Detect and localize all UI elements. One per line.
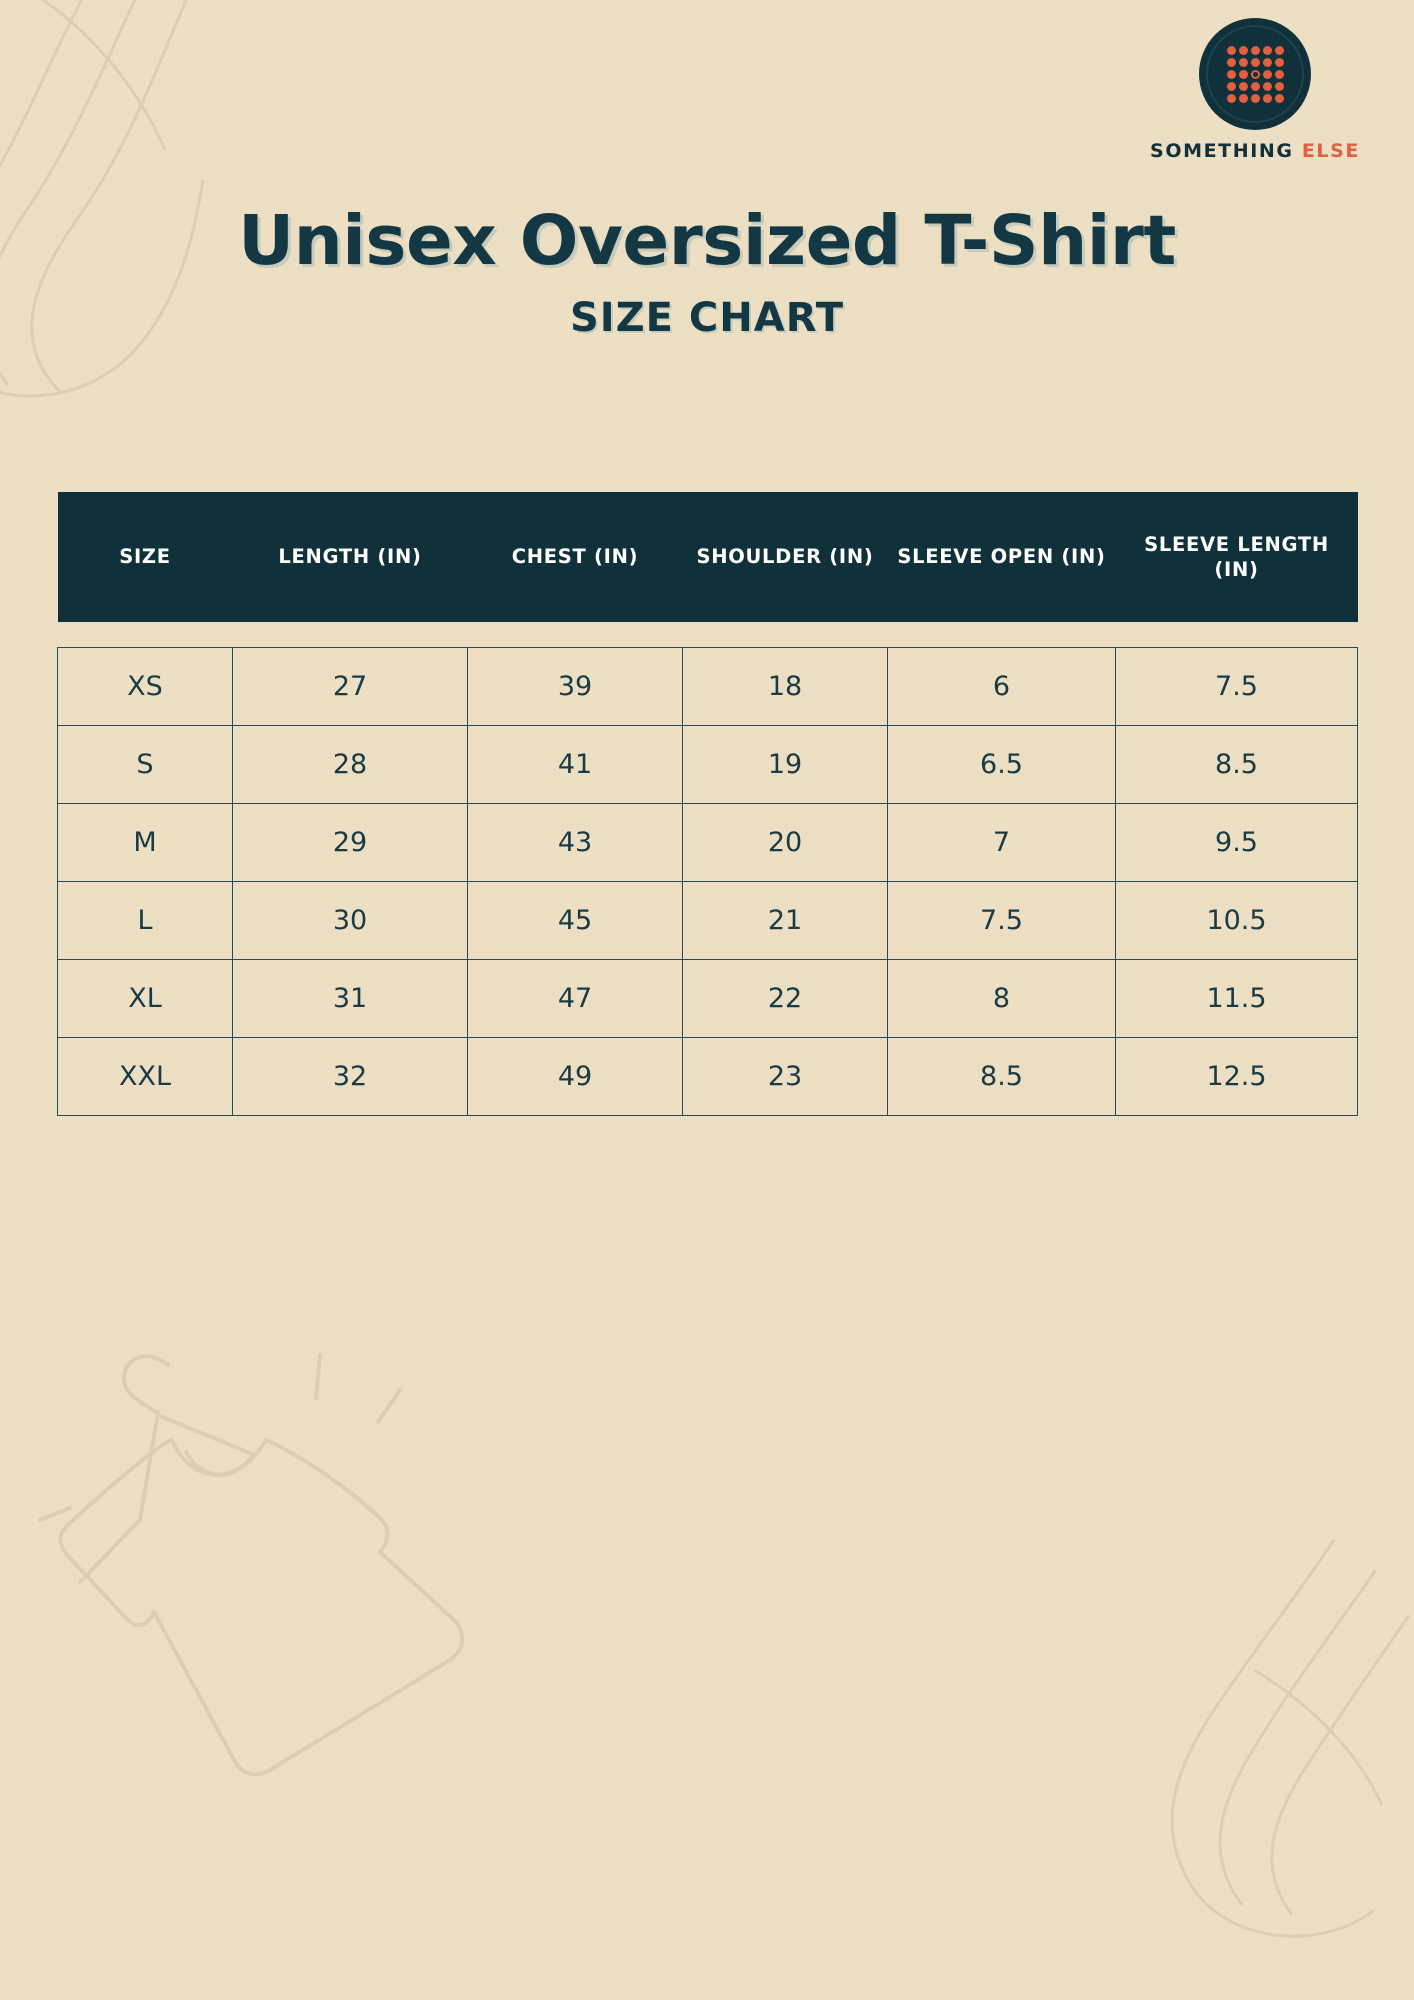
brand-name <box>1140 140 1370 162</box>
column-header-chest: CHEST (IN) <box>468 492 683 622</box>
table-row <box>58 648 1358 726</box>
cell-size: XXL <box>58 1038 233 1116</box>
cell-sleeve-open: 7 <box>888 804 1116 882</box>
cell-sleeve-length: 8.5 <box>1116 726 1358 804</box>
cell-size: L <box>58 882 233 960</box>
cell-sleeve-open: 8.5 <box>888 1038 1116 1116</box>
cell-sleeve-length: 9.5 <box>1116 804 1358 882</box>
cell-size: M <box>58 804 233 882</box>
cell-chest: 41 <box>468 726 683 804</box>
table-row <box>58 1038 1358 1116</box>
page-subtitle: SIZE CHART <box>569 295 845 342</box>
spacer-row <box>58 622 1358 648</box>
column-header-size: SIZE <box>58 492 233 622</box>
cell-chest: 47 <box>468 960 683 1038</box>
table-header <box>58 492 1358 622</box>
cell-sleeve-open: 6 <box>888 648 1116 726</box>
cell-shoulder: 19 <box>683 726 888 804</box>
cell-shoulder: 22 <box>683 960 888 1038</box>
cell-chest: 39 <box>468 648 683 726</box>
cell-size: XS <box>58 648 233 726</box>
cell-shoulder: 18 <box>683 648 888 726</box>
size-chart-table <box>57 492 1358 1116</box>
cell-size: XL <box>58 960 233 1038</box>
abstract-line-blob-icon-2 <box>1004 1530 1414 1960</box>
size-chart-table-wrapper <box>57 492 1357 1116</box>
cell-sleeve-length: 11.5 <box>1116 960 1358 1038</box>
cell-shoulder: 20 <box>683 804 888 882</box>
cell-sleeve-open: 6.5 <box>888 726 1116 804</box>
table-spacer <box>58 622 1358 648</box>
logo-dot-grid <box>1227 46 1284 103</box>
cell-length: 29 <box>233 804 468 882</box>
cell-chest: 49 <box>468 1038 683 1116</box>
cell-length: 31 <box>233 960 468 1038</box>
brand-name-part1: SOMETHING <box>1150 140 1294 162</box>
table-body <box>58 648 1358 1116</box>
brand-logo <box>1140 18 1370 162</box>
table-row <box>58 960 1358 1038</box>
dot-grid-circle-logo-icon <box>1199 18 1311 130</box>
cell-sleeve-length: 7.5 <box>1116 648 1358 726</box>
spacer-cell <box>58 622 1358 648</box>
cell-length: 32 <box>233 1038 468 1116</box>
cell-chest: 45 <box>468 882 683 960</box>
cell-length: 27 <box>233 648 468 726</box>
column-header-shoulder: SHOULDER (IN) <box>683 492 888 622</box>
heading-block <box>0 201 1414 342</box>
brand-name-part2: ELSE <box>1301 140 1360 162</box>
cell-chest: 43 <box>468 804 683 882</box>
table-row <box>58 882 1358 960</box>
page-title: Unisex Oversized T-Shirt <box>238 201 1176 281</box>
column-header-length: LENGTH (IN) <box>233 492 468 622</box>
cell-length: 28 <box>233 726 468 804</box>
tshirt-on-hanger-icon <box>20 1320 540 1820</box>
table-header-row <box>58 492 1358 622</box>
column-header-sleeve-open: SLEEVE OPEN (IN) <box>888 492 1116 622</box>
column-header-sleeve-length: SLEEVE LENGTH (IN) <box>1116 492 1358 622</box>
cell-shoulder: 21 <box>683 882 888 960</box>
cell-shoulder: 23 <box>683 1038 888 1116</box>
cell-length: 30 <box>233 882 468 960</box>
cell-sleeve-length: 10.5 <box>1116 882 1358 960</box>
table-row <box>58 726 1358 804</box>
cell-sleeve-length: 12.5 <box>1116 1038 1358 1116</box>
table-row <box>58 804 1358 882</box>
cell-sleeve-open: 7.5 <box>888 882 1116 960</box>
cell-size: S <box>58 726 233 804</box>
cell-sleeve-open: 8 <box>888 960 1116 1038</box>
